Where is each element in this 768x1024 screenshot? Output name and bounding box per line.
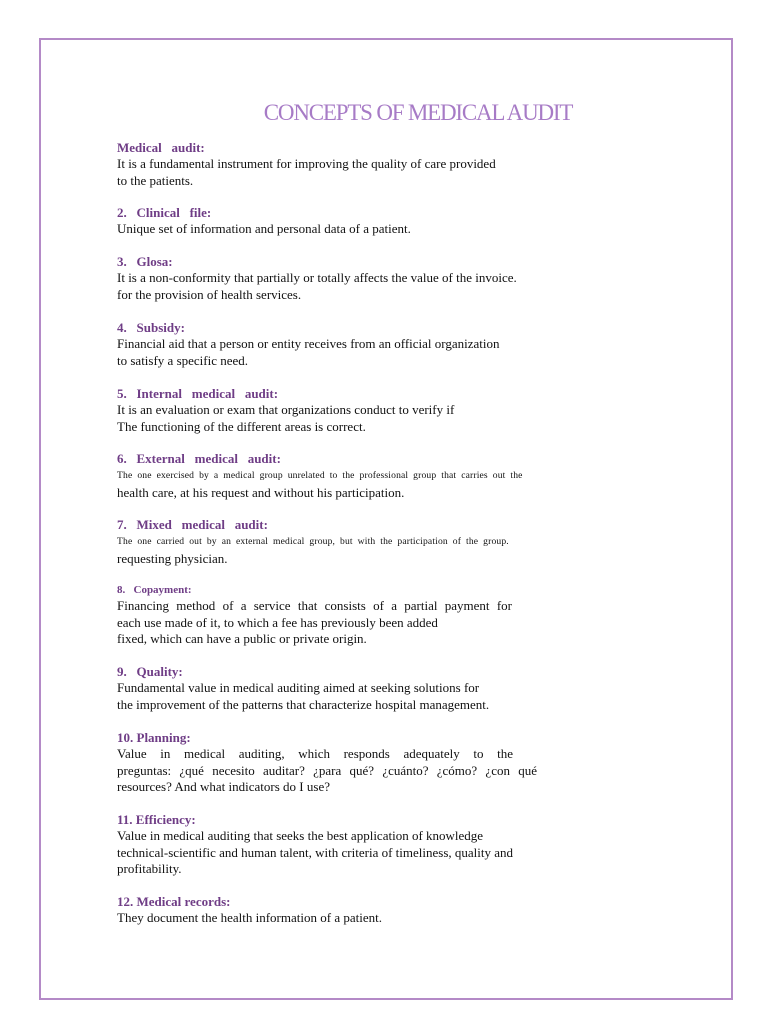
entry-line: Fundamental value in medical auditing aimed at seeking solutions for [117,680,480,695]
entry-internal-medical-audit [117,386,567,435]
entry-line: to the patients. [117,172,194,188]
entry-line: Value in medical auditing, which responds adequately to the [117,746,513,761]
entry-copayment [117,582,567,648]
entry-heading: 8. Copayment: [117,584,192,596]
entry-line: fixed, which can have a public or private origin. [117,631,367,646]
entry-heading: 5. Internal medical audit: [117,386,279,401]
entry-heading: 3. Glosa: [117,254,173,269]
entry-line: preguntas: ¿qué necesito auditar? ¿para qué? ¿cuánto? ¿cómo? ¿con qué [117,762,537,778]
entry-line: profitability. [117,861,182,876]
entry-external-medical-audit [117,451,567,502]
entry-heading: Medical audit: [117,140,205,155]
entry-quality [117,664,567,713]
entry-line: They document the health information of a patient. [117,910,382,925]
entry-line: to satisfy a specific need. [117,352,249,368]
document-title: CONCEPTS OF MEDICAL AUDIT [263,100,573,125]
entry-line: technical-scientific and human talent, with criteria of timeliness, quality and [117,844,514,860]
entry-clinical-file [117,205,567,238]
entry-heading: 9. Quality: [117,664,183,679]
entry-line: for the provision of health services. [117,286,302,302]
entry-line: Value in medical auditing that seeks the best application of knowledge [117,828,484,843]
entry-line: the improvement of the patterns that characterize hospital management. [117,696,490,712]
entry-line: requesting physician. [117,551,228,566]
entry-heading: 7. Mixed medical audit: [117,517,268,532]
entry-line: resources? And what indicators do I use? [117,779,330,794]
entry-line: each use made of it, to which a fee has previously been added [117,614,438,630]
entry-subsidy [117,320,567,369]
entry-line: The one carried out by an external medical group, but with the participation of the group. [117,536,509,547]
entry-line: It is a fundamental instrument for improving the quality of care provided [117,156,496,171]
entry-line: It is an evaluation or exam that organizations conduct to verify if [117,402,455,417]
entry-efficiency [117,812,567,878]
entry-line: It is a non-conformity that partially or totally affects the value of the invoice. [117,270,517,285]
entry-heading: 12. Medical records: [117,894,231,909]
entry-mixed-medical-audit [117,517,567,568]
entry-heading: 6. External medical audit: [117,451,281,466]
entry-medical-audit [117,140,567,189]
entry-line: Unique set of information and personal data of a patient. [117,221,411,236]
entry-line: Financial aid that a person or entity receives from an official organization [117,336,500,351]
entry-line: The functioning of the different areas is correct. [117,418,366,434]
entry-line: health care, at his request and without his participation. [117,485,405,500]
entry-line: The one exercised by a medical group unrelated to the professional group that carries out the [117,470,523,481]
entry-heading: 10. Planning: [117,730,191,745]
entry-heading: 4. Subsidy: [117,320,185,335]
entry-glosa [117,254,567,303]
entry-medical-records [117,894,567,927]
entry-planning [117,730,567,796]
entry-heading: 2. Clinical file: [117,205,212,220]
entry-heading: 11. Efficiency: [117,812,196,827]
entry-line: Financing method of a service that consists of a partial payment for [117,598,512,613]
